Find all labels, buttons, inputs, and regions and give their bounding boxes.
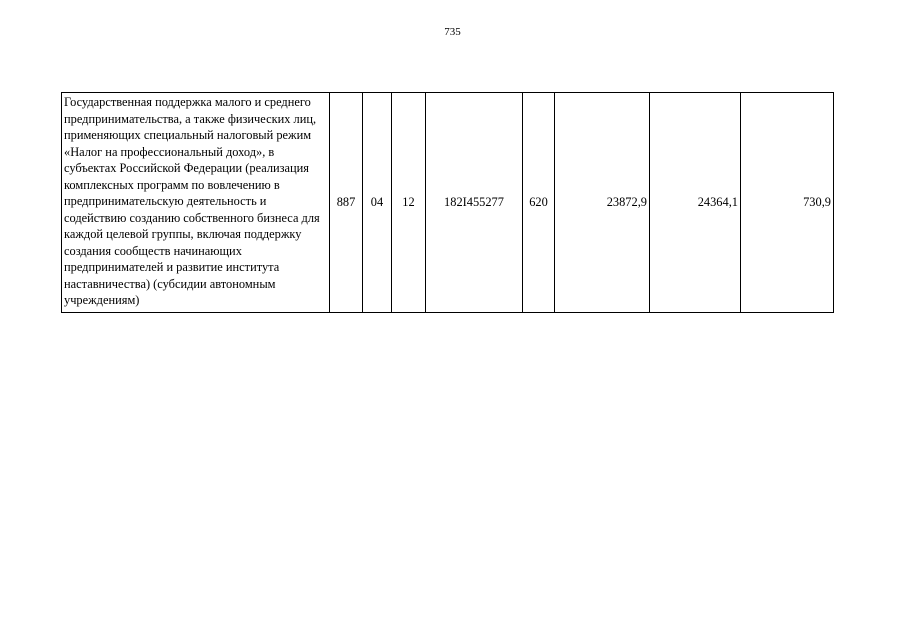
amount-2-cell: 24364,1 (650, 93, 741, 313)
ministry-code-cell: 887 (330, 93, 363, 313)
section-code-cell: 04 (363, 93, 392, 313)
change-amount-cell: 730,9 (741, 93, 834, 313)
page-number: 735 (444, 26, 461, 38)
amount-1-cell: 23872,9 (555, 93, 650, 313)
table-row (62, 93, 834, 313)
budget-table (61, 92, 834, 313)
expense-description-cell: Государственная поддержка малого и среднего предпринимательства, а также физических лиц, применяющих специальный налоговый режим «Налог на профессиональный доход», в субъектах Российской Федерации (реализация комплексных программ по вовлечению в предпринимательскую деятельность и содействию созданию собственного бизнеса для каждой целевой группы, включая поддержку создания сообществ начинающих предпринимателей и развитие института наставничества) (субсидии автономным учреждениям) (62, 93, 330, 313)
target-article-cell: 182I455277 (426, 93, 523, 313)
expense-type-cell: 620 (523, 93, 555, 313)
subsection-code-cell: 12 (392, 93, 426, 313)
